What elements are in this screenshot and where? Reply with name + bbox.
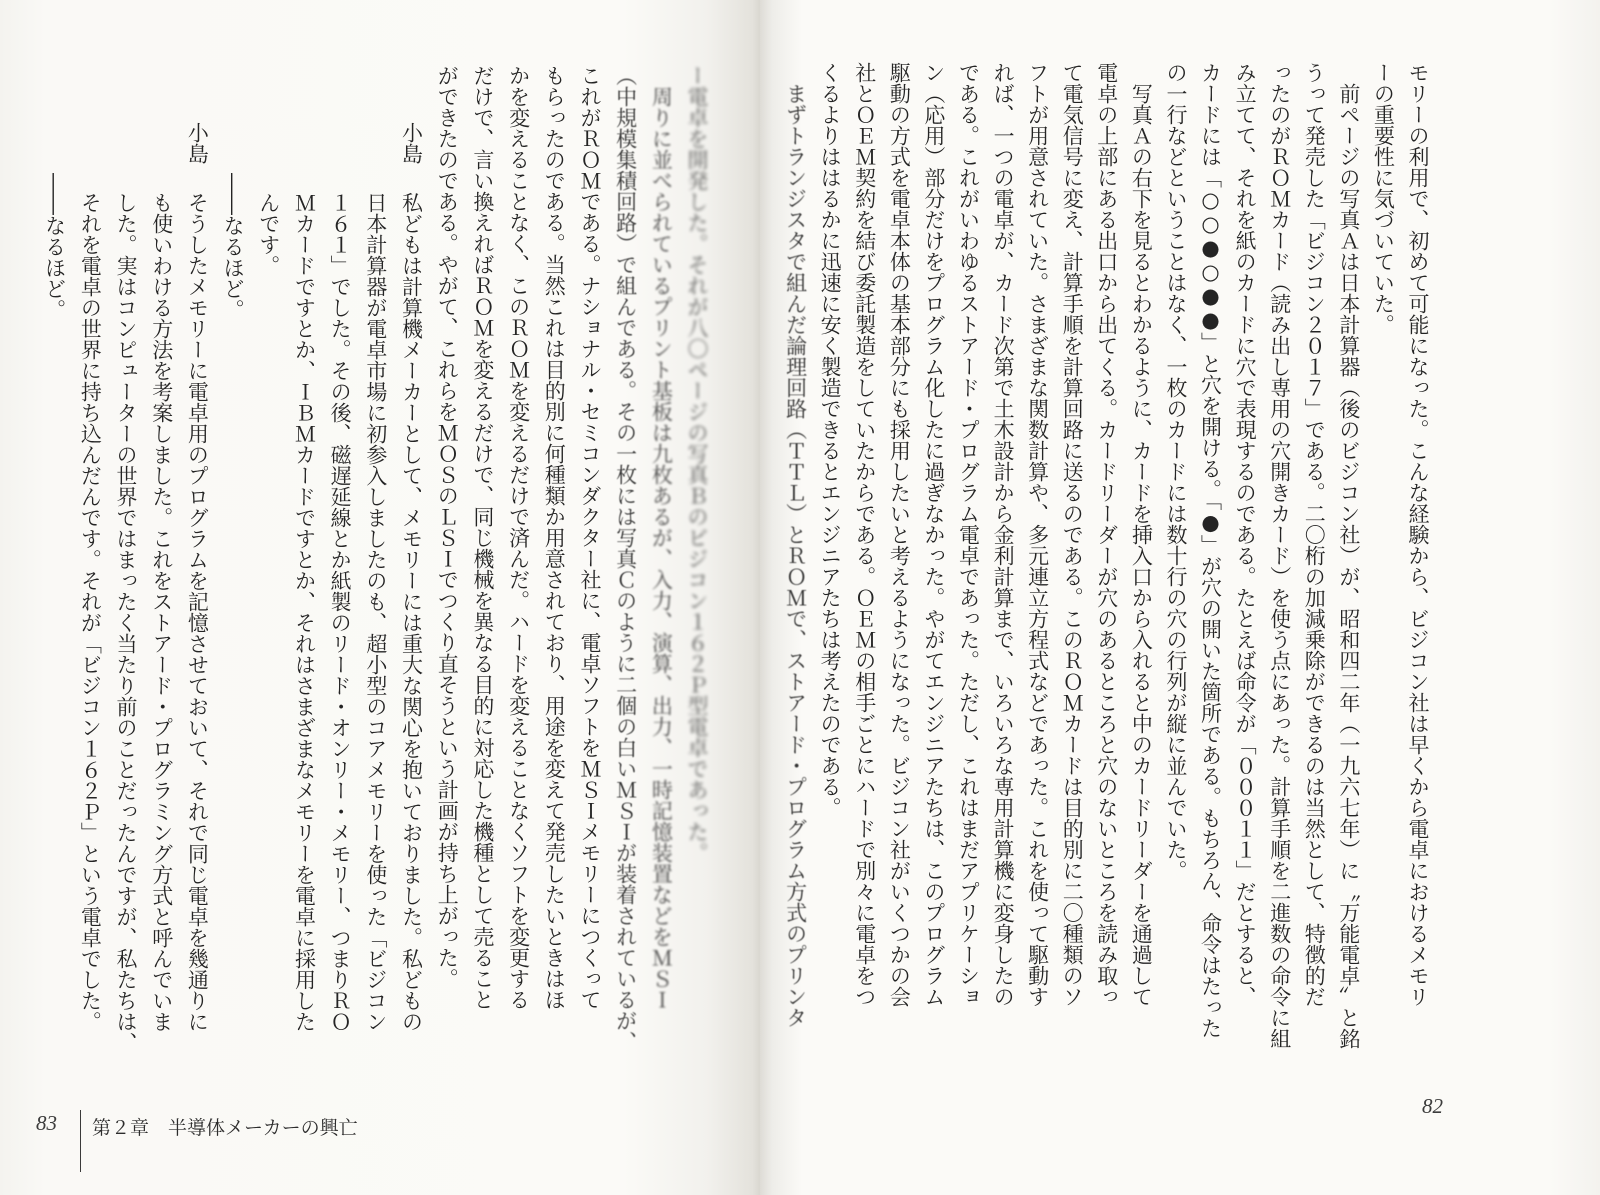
interview-column: も使いわける方法を考案しました。これをストアード・プログラミング方式と呼んでいま (149, 192, 174, 1032)
text-column: まずトランジスタで組んだ論理回路（ＴＴＬ）とＲＯＭで、ストアード・プログラム方式のプリンタ (783, 83, 808, 1028)
text-column: ン（応用）部分だけをプログラム化したに過ぎなかった。やがてエンジニアたちは、このプログラム (921, 62, 946, 1007)
page-number: 82 (1422, 1094, 1443, 1118)
text-column: くるよりははるかに迅速に安く製造できるとエンジニアたちは考えたのである。 (818, 62, 843, 818)
interviewer-line: ――なるほど。 (42, 173, 67, 320)
text-column: れば、一つの電卓が、カード次第で土木設計から金利計算まで、いろいろな専用計算機に変身したの (991, 62, 1016, 1007)
text-column: である。これがいわゆるストアード・プログラム電卓であった。ただし、これはまだアプリケーショ (956, 62, 981, 1007)
interviewer-line: ――なるほど。 (221, 173, 246, 320)
running-head-divider (80, 1110, 81, 1172)
interview-column (179, 65, 215, 1075)
text-column: 駆動の方式を電卓本体の基本部分にも採用したいと考えるようになった。ビジコン社がいくつかの会 (887, 62, 912, 1007)
text-column: モリーの利用で、初めて可能になった。こんな経験から、ビジコン社は早くから電卓におけるメモリ (1406, 62, 1430, 1007)
text-column: ができたのである。やがて、これらをＭＯＳのＬＳＩでつくり直そうという計画が持ち上がった。 (435, 65, 460, 989)
interview-column: んです。 (256, 192, 281, 276)
text-column: 前ページの写真Ａは日本計算器（後のビジコン社）が、昭和四二年（一九六七年）に〝万能電卓〟と銘 (1336, 83, 1361, 1049)
interview-column: それを電卓の世界に持ち込んだんです。それが「ビジコン１６２Ｐ」という電卓でした。 (78, 192, 103, 1032)
text-column: （中規模集積回路）で組んである。その一枚には写真Ｃのように二個の白いＭＳＩが装着されているが、 (613, 65, 638, 1052)
text-column: の一行などということはなく、一枚のカードには数十行の穴の行列が縦に並んでいた。 (1163, 62, 1188, 881)
text-column: 社とＯＥＭ契約を結び委託製造をしていたからである。ＯＥＭの相手ごとにハードで別々に電卓をつ (852, 62, 877, 1007)
text-column: カードには「○○●○●●」と穴を開ける。「●」が穴の開いた箇所である。もちろん、命令はたった (1198, 62, 1223, 1039)
text-column: 写真Ａの右下を見るとわかるように、カードを挿入口から入れると中のカードリーダーを通過して (1129, 83, 1154, 1007)
text-column: み立てて、それを紙のカードに穴で表現するのである。たとえば命令が「０００１１」だとすると、 (1233, 62, 1258, 1007)
page-number: 83 (36, 1111, 57, 1135)
running-head: 第２章 半導体メーカーの興亡 (92, 1117, 358, 1139)
text-column: もらったのである。当然これは目的別に何種類か用意されており、用途を変えて発売したいときはほ (542, 65, 567, 1010)
text-column: だけで、言い換えればＲＯＭを変えるだけで、同じ機械を異なる目的に対応した機種として売ること (470, 65, 495, 1010)
interview-column: した。実はコンピューターの世界ではまったく当たり前のことだったんですが、私たちは、 (114, 192, 138, 1053)
text-column: ったのがＲＯＭカード（読み出し専用の穴開きカード）を使う点にあった。計算手順を二進数の命令に組 (1267, 62, 1292, 1049)
interview-column: 日本計算器が電卓市場に初参入しましたのも、超小型のコアメモリーを使った「ビジコン (363, 192, 388, 1032)
left-page-text-block (35, 65, 714, 1075)
interview-column: Ｍカードですとか、ＩＢＭカードですとか、それはさまざまなメモリーを電卓に採用した (292, 192, 317, 1032)
text-column: これがＲＯＭである。ナショナル・セミコンダクター社に、電卓ソフトをＭＳＩメモリーにつくって (577, 65, 602, 1010)
interview-column (393, 65, 429, 1075)
interview-text: そうしたメモリーに電卓用のプログラムを記憶させておいて、それで同じ電卓を幾通りに (185, 192, 210, 1032)
text-column: かを変えることなく、このＲＯＭを変えるだけで済んだ。ハードを変えることなくソフトを変更する (506, 65, 531, 1010)
text-column: ー電卓を開発した。それが八〇ページの写真Ｂのビジコン１６２Ｐ型電卓であった。 (685, 65, 709, 863)
right-page (760, 0, 1600, 1195)
left-page (0, 0, 760, 1195)
interview-column: １６１」でした。その後、磁遅延線とか紙製のリード・オンリー・メモリー、つまりＲＯ (328, 192, 353, 1032)
interview-text: 私どもは計算機メーカーとして、メモリーには重大な関心を抱いておりました。私どもの (399, 192, 424, 1032)
speaker-name: 小島 (185, 122, 210, 164)
speaker-name: 小島 (399, 122, 424, 164)
text-column: て電気信号に変え、計算手順を計算回路に送るのである。このＲＯＭカードは目的別に二〇種類のソ (1060, 62, 1085, 1007)
text-column: うって発売した「ビジコン２０１７」である。二〇桁の加減乗除ができるのは当然として、特徴的だ (1302, 62, 1327, 1007)
text-column: フトが用意されていた。さまざまな関数計算や、多元連立方程式などであった。これを使って駆動す (1025, 62, 1050, 1007)
text-column: 周りに並べられているプリント基板は九枚あるが、入力、演算、出力、一時記憶装置などをＭＳＩ (649, 86, 674, 1010)
text-column: 電卓の上部にある出口から出てくる。カードリーダーが穴のあるところと穴のないところを読み取っ (1094, 62, 1119, 1007)
text-column: ーの重要性に気づいていた。 (1371, 62, 1396, 335)
right-page-text-block (778, 62, 1435, 1072)
